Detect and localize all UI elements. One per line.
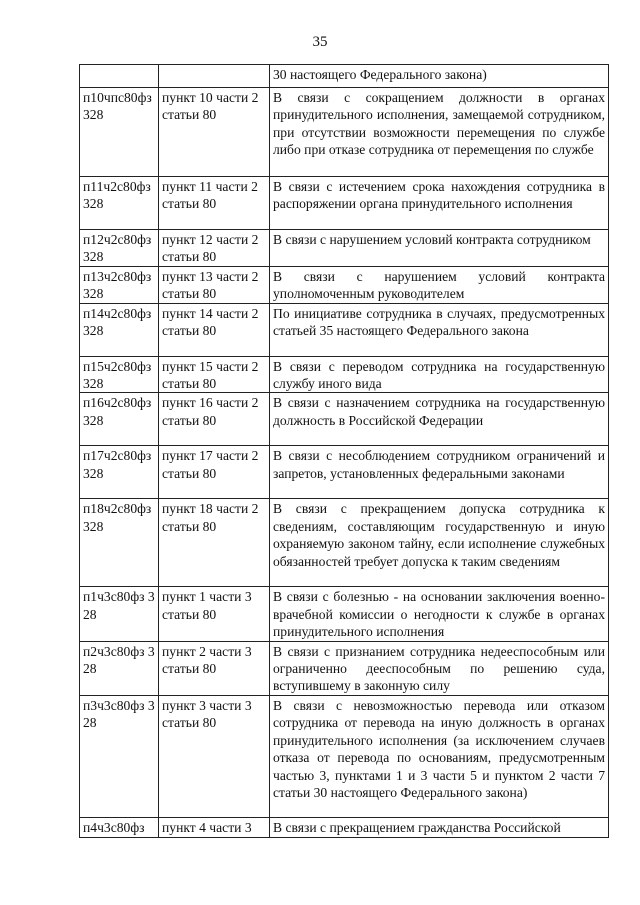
code-cell: п3ч3с80фз 328	[80, 695, 159, 817]
article-reference-cell: пункт 14 части 2 статьи 80	[159, 303, 270, 356]
description-cell: В связи с нарушением условий контракта сотрудником	[270, 230, 609, 267]
article-reference-cell: пункт 4 части 3	[159, 817, 270, 837]
description-cell: В связи с признанием сотрудника недееспособным или ограниченно дееспособным по решению суда, вступившему в законную силу	[270, 641, 609, 695]
article-reference-cell: пункт 11 части 2 статьи 80	[159, 177, 270, 230]
code-cell: п10чпс80фз328	[80, 88, 159, 177]
code-cell: п12ч2с80фз328	[80, 230, 159, 267]
table-row	[80, 393, 609, 446]
description-cell: В связи с прекращением допуска сотрудника к сведениям, составляющим государственную и иную охраняемую законом тайну, если исполнение служебных обязанностей требует допуска к таким сведениям	[270, 499, 609, 587]
description-cell: В связи с прекращением гражданства Российской	[270, 817, 609, 837]
code-cell: п16ч2с80фз328	[80, 393, 159, 446]
description-cell: В связи с назначением сотрудника на государственную должность в Российской Федерации	[270, 393, 609, 446]
description-cell: В связи с болезнью - на основании заключения военно-врачебной комиссии о негодности к службе в органах принудительного исполнения	[270, 587, 609, 641]
table-row	[80, 266, 609, 303]
code-cell: п18ч2с80фз328	[80, 499, 159, 587]
article-reference-cell: пункт 3 части 3 статьи 80	[159, 695, 270, 817]
code-cell	[80, 65, 159, 88]
page-number: 35	[312, 34, 328, 50]
code-cell: п4ч3с80фз	[80, 817, 159, 837]
article-reference-cell: пункт 16 части 2 статьи 80	[159, 393, 270, 446]
table-row	[80, 65, 609, 88]
table-row	[80, 499, 609, 587]
table-row	[80, 587, 609, 641]
dismissal-grounds-table	[79, 64, 609, 838]
code-cell: п14ч2с80фз328	[80, 303, 159, 356]
code-cell: п11ч2с80фз328	[80, 177, 159, 230]
article-reference-cell: пункт 18 части 2 статьи 80	[159, 499, 270, 587]
code-cell: п15ч2с80фз328	[80, 356, 159, 393]
table-row	[80, 177, 609, 230]
article-reference-cell: пункт 13 части 2 статьи 80	[159, 266, 270, 303]
description-cell: По инициативе сотрудника в случаях, предусмотренных статьей 35 настоящего Федерального закона	[270, 303, 609, 356]
table-row	[80, 446, 609, 499]
code-cell: п17ч2с80фз328	[80, 446, 159, 499]
description-cell: В связи с сокращением должности в органах принудительного исполнения, замещаемой сотрудником, при отсутствии возможности перемещения по службе либо при отказе сотрудника от перемещения по службе	[270, 88, 609, 177]
description-cell: В связи с несоблюдением сотрудником ограничений и запретов, установленных федеральными законами	[270, 446, 609, 499]
description-cell: В связи с нарушением условий контракта уполномоченным руководителем	[270, 266, 609, 303]
table-row	[80, 303, 609, 356]
article-reference-cell: пункт 10 части 2 статьи 80	[159, 88, 270, 177]
description-cell: 30 настоящего Федерального закона)	[270, 65, 609, 88]
article-reference-cell: пункт 17 части 2 статьи 80	[159, 446, 270, 499]
table-row	[80, 88, 609, 177]
table-row	[80, 817, 609, 837]
table-row	[80, 230, 609, 267]
code-cell: п1ч3с80фз 328	[80, 587, 159, 641]
article-reference-cell: пункт 15 части 2 статьи 80	[159, 356, 270, 393]
article-reference-cell: пункт 2 части 3 статьи 80	[159, 641, 270, 695]
table-row	[80, 695, 609, 817]
article-reference-cell: пункт 1 части 3 статьи 80	[159, 587, 270, 641]
description-cell: В связи с истечением срока нахождения сотрудника в распоряжении органа принудительного исполнения	[270, 177, 609, 230]
article-reference-cell	[159, 65, 270, 88]
table-row	[80, 641, 609, 695]
article-reference-cell: пункт 12 части 2 статьи 80	[159, 230, 270, 267]
description-cell: В связи с невозможностью перевода или отказом сотрудника от перевода на иную должность в органах принудительного исполнения (за исключением случаев отказа от перевода по основаниям, предусмотренным частью 3, пунктами 1 и 3 части 5 и пунктом 2 части 7 статьи 30 настоящего Федерального закона)	[270, 695, 609, 817]
code-cell: п2ч3с80фз 328	[80, 641, 159, 695]
code-cell: п13ч2с80фз328	[80, 266, 159, 303]
table-row	[80, 356, 609, 393]
description-cell: В связи с переводом сотрудника на государственную службу иного вида	[270, 356, 609, 393]
